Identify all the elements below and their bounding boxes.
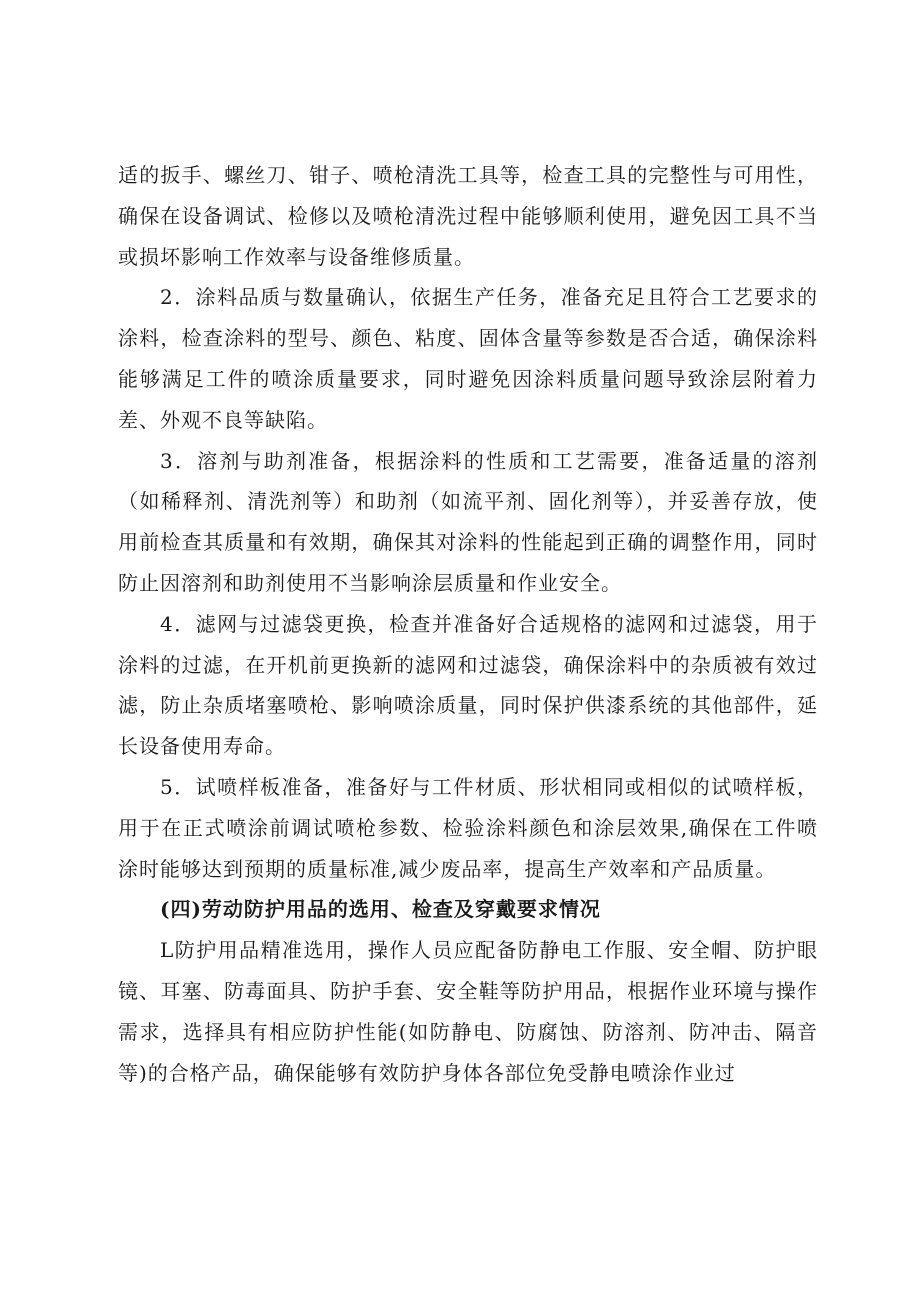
paragraph-item-4: 4．滤网与过滤袋更换，检查并准备好合适规格的滤网和过滤袋，用于涂料的过滤，在开机前更换新的滤网和过滤袋，确保涂料中的杂质被有效过滤，防止杂质堵塞喷枪、影响喷涂质量，同时保护供漆系统的其他部件，延长设备使用寿命。 — [118, 611, 818, 759]
paragraph-continuation: 适的扳手、螺丝刀、钳子、喷枪清洗工具等，检查工具的完整性与可用性，确保在设备调试、检修以及喷枪清洗过程中能够顺利使用，避免因工具不当或损坏影响工作效率与设备维修质量。 — [118, 163, 818, 269]
paragraph-item-3: 3．溶剂与助剂准备，根据涂料的性质和工艺需要，准备适量的溶剂（如稀释剂、清洗剂等）和助剂（如流平剂、固化剂等），并妥善存放，使用前检查其质量和有效期，确保其对涂料的性能起到正确的调整作用，同时防止因溶剂和助剂使用不当影响涂层质量和作业安全。 — [118, 448, 818, 595]
paragraph-item-5: 5．试喷样板准备，准备好与工件材质、形状相同或相似的试喷样板，用于在正式喷涂前调试喷枪参数、检验涂料颜色和涂层效果,确保在工件喷涂时能够达到预期的质量标准,减少废品率，提高生产效率和产品质量。 — [118, 774, 818, 881]
section-heading: (四)劳动防护用品的选用、检查及穿戴要求情况 — [160, 897, 601, 922]
document-body — [118, 155, 818, 1093]
paragraph-item-1-protective-equipment: L防护用品精准选用，操作人员应配备防静电工作服、安全帽、防护眼镜、耳塞、防毒面具、防护手套、安全鞋等防护用品，根据作业环境与操作需求，选择具有相应防护性能(如防静电、防腐蚀、防溶剂、防冲击、隔音等)的合格产品，确保能够有效防护身体各部位免受静电喷涂作业过 — [118, 938, 818, 1085]
paragraph-item-2: 2．涂料品质与数量确认，依据生产任务，准备充足且符合工艺要求的涂料，检查涂料的型号、颜色、粘度、固体含量等参数是否合适，确保涂料能够满足工件的喷涂质量要求，同时避免因涂料质量问题导致涂层附着力差、外观不良等缺陷。 — [118, 285, 818, 432]
